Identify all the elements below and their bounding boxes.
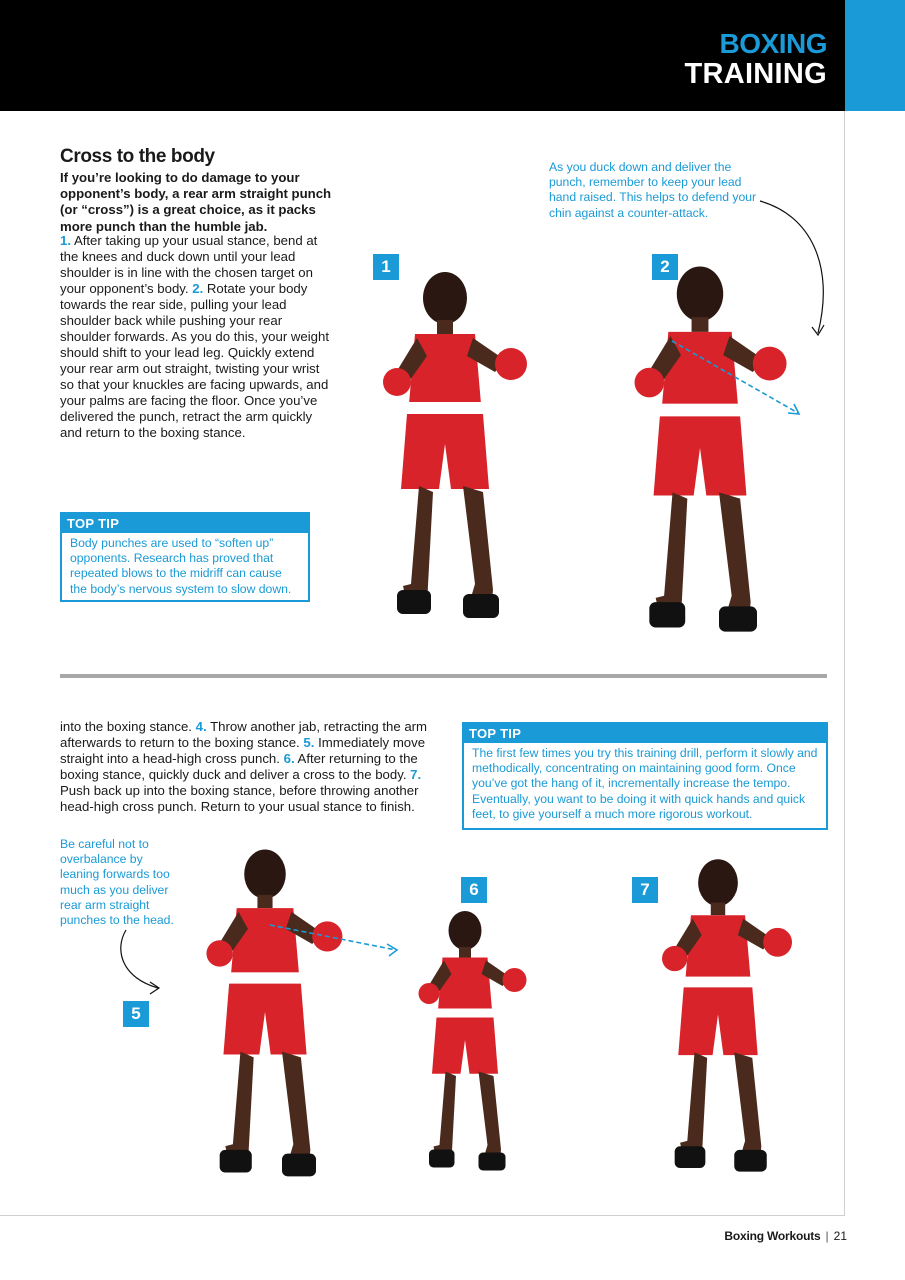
title-boxing: BOXING xyxy=(719,28,827,59)
title-training: TRAINING xyxy=(684,58,827,90)
step-text: After taking up your usual stance, bend at the knees and duck down until your lead shoulder is in line with the chosen target on your opponent’s body. xyxy=(60,233,318,296)
intro-paragraph: If you’re looking to do damage to your opponent’s body, a rear arm straight punch (or “cross”) is a great choice, as it packs more punch than the humble jab. xyxy=(60,170,332,234)
top-tip-text: Body punches are used to “soften up” opponents. Research has proved that repeated blows to the midriff can cause the body’s nervous system to slow down. xyxy=(70,536,292,596)
section-divider xyxy=(60,674,827,678)
step-number: 6. xyxy=(283,751,295,766)
boxer-photo-step-1 xyxy=(345,244,545,644)
header-accent-block xyxy=(845,0,905,111)
caption-balance: Be careful not to overbalance by leaning forwards too much as you deliver rear arm straight punches to the head. xyxy=(60,837,174,928)
step-badge-2: 2 xyxy=(652,254,678,280)
drill-lead-text: into the boxing stance. xyxy=(60,719,192,734)
step-number: 5. xyxy=(303,735,315,750)
step-text: Push back up into the boxing stance, before throwing another head-high cross punch. Return to your usual stance to finish. xyxy=(60,783,419,814)
page-edge-rule xyxy=(844,111,845,1216)
page-footer xyxy=(724,1229,847,1243)
step-badge-6: 6 xyxy=(461,877,487,903)
step-text: After returning to the boxing stance, quickly duck and deliver a cross to the body. xyxy=(60,751,418,782)
top-tip-label: TOP TIP xyxy=(464,724,826,743)
caption-duck: As you duck down and deliver the punch, remember to keep your lead hand raised. This helps to defend your chin against a counter-attack. xyxy=(549,160,757,220)
page-title xyxy=(684,30,827,89)
top-tip-box-2 xyxy=(462,722,828,830)
page-number: 21 xyxy=(833,1229,847,1243)
step-text: Throw another jab, retracting the arm afterwards to return to the boxing stance. xyxy=(60,719,428,750)
top-tip-label: TOP TIP xyxy=(62,514,308,533)
drill-paragraph xyxy=(60,719,438,815)
step-badge-7: 7 xyxy=(632,877,658,903)
section-heading: Cross to the body xyxy=(60,146,215,167)
annotation-arrows-bottom xyxy=(110,920,410,1000)
step-number: 7. xyxy=(410,767,422,782)
annotation-arrows-top xyxy=(660,195,840,425)
step-number: 2. xyxy=(192,281,204,296)
top-tip-box xyxy=(60,512,310,602)
top-tip-text: The first few times you try this training drill, perform it slowly and methodically, concentrating on maintaining good form. Once you’ve got the hang of it, incrementally increase the tempo. Eventually, you want to be doing it with quick hands and quick feet, to give yourself a much more rigorous workout. xyxy=(472,746,818,821)
instructions-paragraph xyxy=(60,233,332,441)
step-badge-1: 1 xyxy=(373,254,399,280)
step-number: 1. xyxy=(60,233,71,248)
step-text: Immediately move straight into a head-high cross punch. xyxy=(60,735,426,766)
step-number: 4. xyxy=(195,719,207,734)
step-text: Rotate your body towards the rear side, pulling your lead shoulder back while pushing your rear shoulder forwards. As you do this, your weight should shift to your lead leg. Quickly extend your rear arm out straight, twisting your wrist so that your knuckles are facing upwards, and your palms are facing the floor. Once you’ve delivered the punch, retract the arm quickly and return to the boxing stance. xyxy=(60,281,330,440)
magazine-name: Boxing Workouts xyxy=(724,1229,821,1243)
footer-separator: | xyxy=(825,1229,829,1243)
page-bottom-rule xyxy=(0,1215,845,1216)
step-badge-5: 5 xyxy=(123,1001,149,1027)
